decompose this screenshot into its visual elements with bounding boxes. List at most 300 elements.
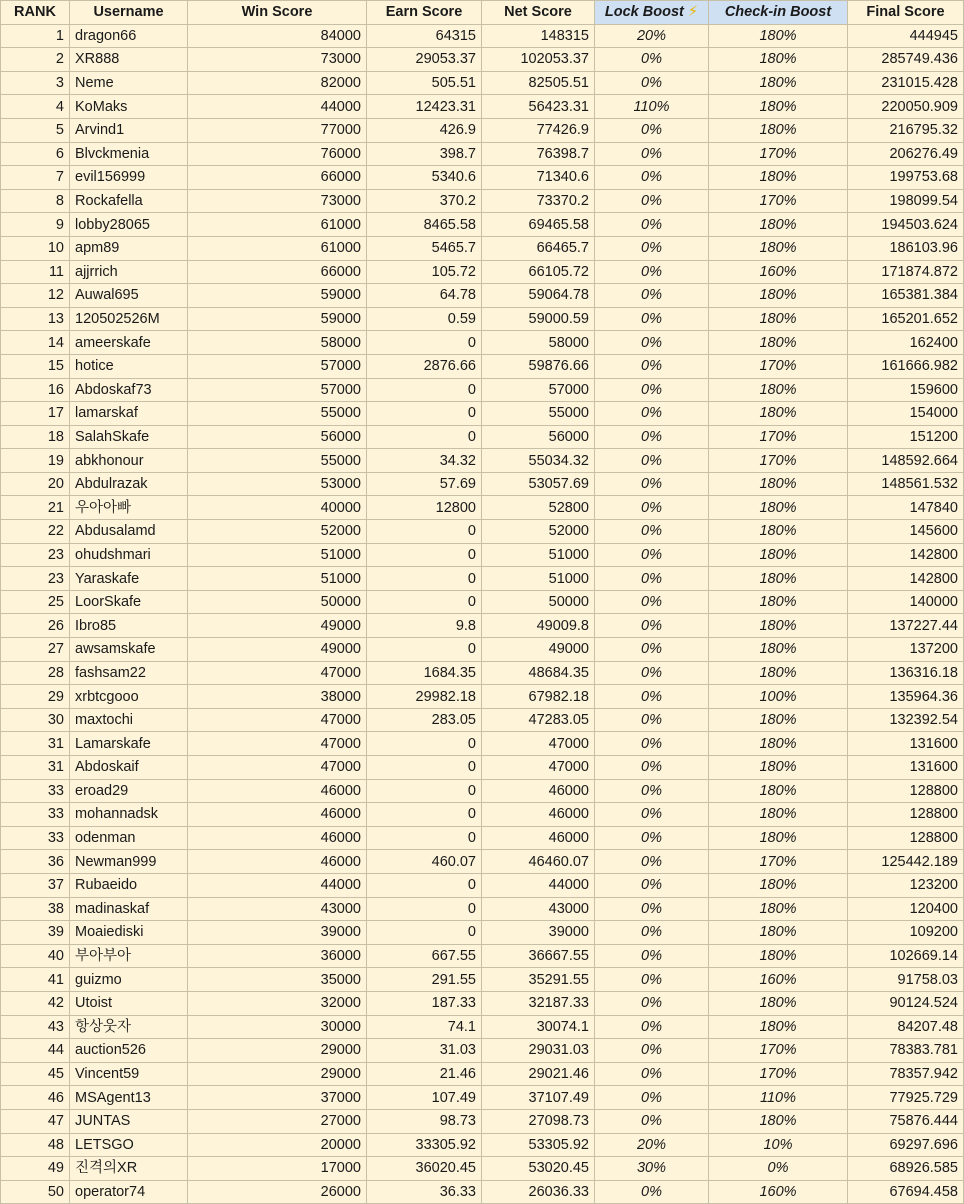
cell-earn-score: 291.55 [367, 968, 482, 992]
cell-lock-boost: 0% [595, 496, 709, 520]
cell-lock-boost: 0% [595, 968, 709, 992]
cell-final-score: 137227.44 [848, 614, 964, 638]
cell-username: lobby28065 [70, 213, 188, 237]
cell-checkin-boost: 160% [709, 260, 848, 284]
cell-lock-boost: 110% [595, 95, 709, 119]
cell-win-score: 55000 [188, 449, 367, 473]
cell-final-score: 161666.982 [848, 354, 964, 378]
cell-username: LoorSkafe [70, 590, 188, 614]
cell-username: 항상웃자 [70, 1015, 188, 1039]
cell-net-score: 148315 [482, 24, 595, 48]
cell-username: auction526 [70, 1039, 188, 1063]
cell-rank: 1 [1, 24, 70, 48]
cell-win-score: 27000 [188, 1109, 367, 1133]
cell-username: 우아아빠 [70, 496, 188, 520]
cell-net-score: 52800 [482, 496, 595, 520]
cell-rank: 41 [1, 968, 70, 992]
cell-rank: 11 [1, 260, 70, 284]
cell-earn-score: 5340.6 [367, 166, 482, 190]
cell-rank: 33 [1, 779, 70, 803]
cell-username: dragon66 [70, 24, 188, 48]
table-row [1, 189, 964, 213]
cell-final-score: 285749.436 [848, 48, 964, 72]
cell-lock-boost: 0% [595, 378, 709, 402]
cell-net-score: 57000 [482, 378, 595, 402]
cell-earn-score: 5465.7 [367, 236, 482, 260]
cell-final-score: 142800 [848, 567, 964, 591]
cell-checkin-boost: 180% [709, 708, 848, 732]
table-row [1, 472, 964, 496]
header-row [1, 1, 964, 25]
cell-final-score: 131600 [848, 732, 964, 756]
cell-checkin-boost: 180% [709, 472, 848, 496]
cell-final-score: 165381.384 [848, 284, 964, 308]
cell-earn-score: 0 [367, 897, 482, 921]
cell-lock-boost: 0% [595, 897, 709, 921]
cell-lock-boost: 0% [595, 189, 709, 213]
cell-username: XR888 [70, 48, 188, 72]
cell-net-score: 47283.05 [482, 708, 595, 732]
cell-rank: 30 [1, 708, 70, 732]
cell-win-score: 76000 [188, 142, 367, 166]
cell-final-score: 198099.54 [848, 189, 964, 213]
cell-win-score: 36000 [188, 944, 367, 968]
cell-net-score: 56000 [482, 425, 595, 449]
cell-username: eroad29 [70, 779, 188, 803]
cell-net-score: 46460.07 [482, 850, 595, 874]
cell-rank: 17 [1, 402, 70, 426]
cell-username: MSAgent13 [70, 1086, 188, 1110]
cell-rank: 21 [1, 496, 70, 520]
table-row [1, 1062, 964, 1086]
cell-rank: 33 [1, 803, 70, 827]
cell-final-score: 67694.458 [848, 1180, 964, 1204]
cell-earn-score: 0 [367, 520, 482, 544]
cell-checkin-boost: 180% [709, 402, 848, 426]
cell-win-score: 29000 [188, 1062, 367, 1086]
cell-rank: 29 [1, 685, 70, 709]
cell-earn-score: 1684.35 [367, 661, 482, 685]
cell-net-score: 67982.18 [482, 685, 595, 709]
cell-earn-score: 29982.18 [367, 685, 482, 709]
cell-earn-score: 12423.31 [367, 95, 482, 119]
table-row [1, 614, 964, 638]
cell-lock-boost: 0% [595, 803, 709, 827]
cell-username: SalahSkafe [70, 425, 188, 449]
cell-checkin-boost: 180% [709, 48, 848, 72]
cell-final-score: 147840 [848, 496, 964, 520]
cell-rank: 50 [1, 1180, 70, 1204]
cell-username: awsamskafe [70, 638, 188, 662]
table-row [1, 732, 964, 756]
cell-checkin-boost: 180% [709, 378, 848, 402]
cell-win-score: 66000 [188, 166, 367, 190]
table-row [1, 873, 964, 897]
header-username: Username [70, 1, 188, 25]
cell-lock-boost: 0% [595, 614, 709, 638]
table-row [1, 567, 964, 591]
cell-username: lamarskaf [70, 402, 188, 426]
cell-lock-boost: 0% [595, 826, 709, 850]
cell-net-score: 48684.35 [482, 661, 595, 685]
cell-win-score: 39000 [188, 921, 367, 945]
cell-username: Abdoskaf73 [70, 378, 188, 402]
cell-username: xrbtcgooo [70, 685, 188, 709]
cell-checkin-boost: 180% [709, 331, 848, 355]
cell-earn-score: 74.1 [367, 1015, 482, 1039]
cell-checkin-boost: 170% [709, 189, 848, 213]
cell-final-score: 142800 [848, 543, 964, 567]
cell-rank: 36 [1, 850, 70, 874]
table-row [1, 118, 964, 142]
cell-rank: 47 [1, 1109, 70, 1133]
cell-net-score: 51000 [482, 567, 595, 591]
cell-lock-boost: 0% [595, 1180, 709, 1204]
cell-username: Neme [70, 71, 188, 95]
cell-earn-score: 0 [367, 921, 482, 945]
table-row [1, 803, 964, 827]
cell-earn-score: 2876.66 [367, 354, 482, 378]
cell-username: guizmo [70, 968, 188, 992]
cell-win-score: 52000 [188, 520, 367, 544]
cell-rank: 38 [1, 897, 70, 921]
cell-username: Utoist [70, 991, 188, 1015]
table-row [1, 284, 964, 308]
cell-final-score: 78357.942 [848, 1062, 964, 1086]
cell-rank: 31 [1, 732, 70, 756]
cell-username: Rockafella [70, 189, 188, 213]
cell-checkin-boost: 0% [709, 1157, 848, 1181]
cell-win-score: 47000 [188, 661, 367, 685]
cell-final-score: 220050.909 [848, 95, 964, 119]
cell-net-score: 39000 [482, 921, 595, 945]
cell-final-score: 69297.696 [848, 1133, 964, 1157]
cell-win-score: 46000 [188, 779, 367, 803]
cell-win-score: 59000 [188, 284, 367, 308]
cell-rank: 6 [1, 142, 70, 166]
cell-username: 120502526M [70, 307, 188, 331]
cell-checkin-boost: 180% [709, 567, 848, 591]
table-row [1, 1086, 964, 1110]
cell-earn-score: 0 [367, 803, 482, 827]
cell-net-score: 55034.32 [482, 449, 595, 473]
cell-username: ameerskafe [70, 331, 188, 355]
cell-rank: 19 [1, 449, 70, 473]
cell-rank: 49 [1, 1157, 70, 1181]
cell-checkin-boost: 180% [709, 71, 848, 95]
cell-rank: 26 [1, 614, 70, 638]
cell-final-score: 216795.32 [848, 118, 964, 142]
table-row [1, 1180, 964, 1204]
table-row [1, 590, 964, 614]
cell-final-score: 444945 [848, 24, 964, 48]
cell-final-score: 128800 [848, 779, 964, 803]
cell-rank: 8 [1, 189, 70, 213]
cell-lock-boost: 0% [595, 118, 709, 142]
cell-net-score: 53305.92 [482, 1133, 595, 1157]
cell-earn-score: 0 [367, 425, 482, 449]
cell-win-score: 57000 [188, 354, 367, 378]
cell-username: KoMaks [70, 95, 188, 119]
cell-net-score: 53057.69 [482, 472, 595, 496]
cell-checkin-boost: 170% [709, 1062, 848, 1086]
cell-earn-score: 283.05 [367, 708, 482, 732]
cell-checkin-boost: 180% [709, 284, 848, 308]
cell-username: apm89 [70, 236, 188, 260]
cell-net-score: 46000 [482, 779, 595, 803]
cell-lock-boost: 0% [595, 1015, 709, 1039]
table-row [1, 48, 964, 72]
cell-win-score: 29000 [188, 1039, 367, 1063]
cell-earn-score: 36.33 [367, 1180, 482, 1204]
cell-win-score: 35000 [188, 968, 367, 992]
cell-checkin-boost: 170% [709, 449, 848, 473]
cell-rank: 43 [1, 1015, 70, 1039]
cell-earn-score: 398.7 [367, 142, 482, 166]
cell-username: evil156999 [70, 166, 188, 190]
cell-username: ajjrrich [70, 260, 188, 284]
cell-net-score: 50000 [482, 590, 595, 614]
cell-net-score: 73370.2 [482, 189, 595, 213]
cell-checkin-boost: 180% [709, 756, 848, 780]
cell-rank: 23 [1, 543, 70, 567]
cell-earn-score: 0 [367, 331, 482, 355]
cell-net-score: 26036.33 [482, 1180, 595, 1204]
table-row [1, 685, 964, 709]
cell-username: Rubaeido [70, 873, 188, 897]
cell-rank: 20 [1, 472, 70, 496]
cell-earn-score: 98.73 [367, 1109, 482, 1133]
cell-earn-score: 0 [367, 378, 482, 402]
table-row [1, 1015, 964, 1039]
table-row [1, 756, 964, 780]
cell-final-score: 137200 [848, 638, 964, 662]
header-checkin-boost: Check-in Boost [709, 1, 848, 25]
cell-final-score: 128800 [848, 803, 964, 827]
cell-rank: 22 [1, 520, 70, 544]
table-row [1, 307, 964, 331]
cell-lock-boost: 20% [595, 1133, 709, 1157]
cell-rank: 48 [1, 1133, 70, 1157]
cell-checkin-boost: 110% [709, 1086, 848, 1110]
cell-username: Auwal695 [70, 284, 188, 308]
table-row [1, 402, 964, 426]
cell-rank: 7 [1, 166, 70, 190]
cell-earn-score: 107.49 [367, 1086, 482, 1110]
cell-rank: 37 [1, 873, 70, 897]
cell-checkin-boost: 10% [709, 1133, 848, 1157]
cell-final-score: 77925.729 [848, 1086, 964, 1110]
cell-lock-boost: 0% [595, 756, 709, 780]
cell-checkin-boost: 180% [709, 1109, 848, 1133]
cell-checkin-boost: 180% [709, 661, 848, 685]
cell-earn-score: 0 [367, 543, 482, 567]
cell-net-score: 46000 [482, 803, 595, 827]
cell-net-score: 37107.49 [482, 1086, 595, 1110]
cell-final-score: 140000 [848, 590, 964, 614]
cell-lock-boost: 0% [595, 638, 709, 662]
cell-net-score: 52000 [482, 520, 595, 544]
cell-win-score: 26000 [188, 1180, 367, 1204]
cell-earn-score: 667.55 [367, 944, 482, 968]
cell-win-score: 49000 [188, 638, 367, 662]
cell-checkin-boost: 180% [709, 1015, 848, 1039]
cell-checkin-boost: 170% [709, 425, 848, 449]
cell-rank: 33 [1, 826, 70, 850]
cell-lock-boost: 0% [595, 685, 709, 709]
cell-net-score: 56423.31 [482, 95, 595, 119]
cell-net-score: 27098.73 [482, 1109, 595, 1133]
cell-win-score: 40000 [188, 496, 367, 520]
cell-rank: 2 [1, 48, 70, 72]
header-win-score: Win Score [188, 1, 367, 25]
cell-final-score: 206276.49 [848, 142, 964, 166]
cell-username: Vincent59 [70, 1062, 188, 1086]
cell-final-score: 199753.68 [848, 166, 964, 190]
cell-lock-boost: 0% [595, 708, 709, 732]
cell-rank: 18 [1, 425, 70, 449]
cell-final-score: 145600 [848, 520, 964, 544]
cell-rank: 40 [1, 944, 70, 968]
cell-username: 진격의XR [70, 1157, 188, 1181]
cell-net-score: 58000 [482, 331, 595, 355]
cell-username: Lamarskafe [70, 732, 188, 756]
cell-checkin-boost: 180% [709, 779, 848, 803]
cell-final-score: 78383.781 [848, 1039, 964, 1063]
cell-lock-boost: 0% [595, 850, 709, 874]
cell-final-score: 148592.664 [848, 449, 964, 473]
cell-final-score: 151200 [848, 425, 964, 449]
cell-checkin-boost: 180% [709, 638, 848, 662]
table-row [1, 921, 964, 945]
cell-checkin-boost: 180% [709, 496, 848, 520]
cell-earn-score: 105.72 [367, 260, 482, 284]
table-row [1, 968, 964, 992]
cell-final-score: 194503.624 [848, 213, 964, 237]
cell-earn-score: 29053.37 [367, 48, 482, 72]
cell-checkin-boost: 170% [709, 850, 848, 874]
cell-earn-score: 426.9 [367, 118, 482, 142]
cell-lock-boost: 0% [595, 1086, 709, 1110]
cell-checkin-boost: 180% [709, 213, 848, 237]
cell-final-score: 102669.14 [848, 944, 964, 968]
cell-final-score: 132392.54 [848, 708, 964, 732]
cell-lock-boost: 0% [595, 166, 709, 190]
table-row [1, 991, 964, 1015]
cell-username: Blvckmenia [70, 142, 188, 166]
header-earn-score: Earn Score [367, 1, 482, 25]
cell-win-score: 30000 [188, 1015, 367, 1039]
cell-lock-boost: 0% [595, 331, 709, 355]
cell-earn-score: 64315 [367, 24, 482, 48]
cell-lock-boost: 0% [595, 425, 709, 449]
cell-earn-score: 0 [367, 638, 482, 662]
cell-win-score: 20000 [188, 1133, 367, 1157]
cell-lock-boost: 0% [595, 260, 709, 284]
cell-net-score: 76398.7 [482, 142, 595, 166]
cell-final-score: 90124.524 [848, 991, 964, 1015]
table-row [1, 260, 964, 284]
cell-rank: 3 [1, 71, 70, 95]
cell-final-score: 135964.36 [848, 685, 964, 709]
cell-final-score: 91758.03 [848, 968, 964, 992]
cell-username: Yaraskafe [70, 567, 188, 591]
cell-win-score: 47000 [188, 732, 367, 756]
cell-earn-score: 8465.58 [367, 213, 482, 237]
cell-net-score: 29031.03 [482, 1039, 595, 1063]
header-net-score: Net Score [482, 1, 595, 25]
table-row [1, 1039, 964, 1063]
cell-final-score: 131600 [848, 756, 964, 780]
cell-earn-score: 370.2 [367, 189, 482, 213]
table-row [1, 331, 964, 355]
table-row [1, 449, 964, 473]
cell-net-score: 47000 [482, 732, 595, 756]
cell-win-score: 61000 [188, 236, 367, 260]
cell-final-score: 162400 [848, 331, 964, 355]
cell-win-score: 56000 [188, 425, 367, 449]
cell-earn-score: 21.46 [367, 1062, 482, 1086]
cell-lock-boost: 0% [595, 944, 709, 968]
cell-checkin-boost: 180% [709, 944, 848, 968]
cell-win-score: 50000 [188, 590, 367, 614]
cell-rank: 44 [1, 1039, 70, 1063]
cell-rank: 39 [1, 921, 70, 945]
cell-final-score: 159600 [848, 378, 964, 402]
cell-lock-boost: 0% [595, 520, 709, 544]
cell-earn-score: 33305.92 [367, 1133, 482, 1157]
cell-username: ohudshmari [70, 543, 188, 567]
cell-checkin-boost: 180% [709, 166, 848, 190]
cell-username: operator74 [70, 1180, 188, 1204]
table-row [1, 1157, 964, 1181]
cell-lock-boost: 0% [595, 449, 709, 473]
table-row [1, 826, 964, 850]
cell-win-score: 37000 [188, 1086, 367, 1110]
cell-checkin-boost: 170% [709, 354, 848, 378]
cell-checkin-boost: 180% [709, 95, 848, 119]
cell-win-score: 51000 [188, 567, 367, 591]
cell-earn-score: 0 [367, 826, 482, 850]
cell-lock-boost: 0% [595, 284, 709, 308]
cell-net-score: 36667.55 [482, 944, 595, 968]
cell-final-score: 109200 [848, 921, 964, 945]
cell-earn-score: 57.69 [367, 472, 482, 496]
cell-final-score: 68926.585 [848, 1157, 964, 1181]
cell-final-score: 84207.48 [848, 1015, 964, 1039]
table-row [1, 850, 964, 874]
cell-final-score: 136316.18 [848, 661, 964, 685]
cell-username: Newman999 [70, 850, 188, 874]
cell-rank: 10 [1, 236, 70, 260]
cell-lock-boost: 0% [595, 1039, 709, 1063]
cell-earn-score: 64.78 [367, 284, 482, 308]
cell-lock-boost: 0% [595, 1062, 709, 1086]
cell-earn-score: 187.33 [367, 991, 482, 1015]
cell-net-score: 59064.78 [482, 284, 595, 308]
table-row [1, 496, 964, 520]
cell-win-score: 47000 [188, 708, 367, 732]
table-row [1, 897, 964, 921]
cell-lock-boost: 0% [595, 543, 709, 567]
cell-win-score: 44000 [188, 873, 367, 897]
cell-rank: 5 [1, 118, 70, 142]
cell-lock-boost: 0% [595, 873, 709, 897]
cell-win-score: 77000 [188, 118, 367, 142]
cell-win-score: 51000 [188, 543, 367, 567]
cell-username: Abdusalamd [70, 520, 188, 544]
cell-checkin-boost: 180% [709, 236, 848, 260]
